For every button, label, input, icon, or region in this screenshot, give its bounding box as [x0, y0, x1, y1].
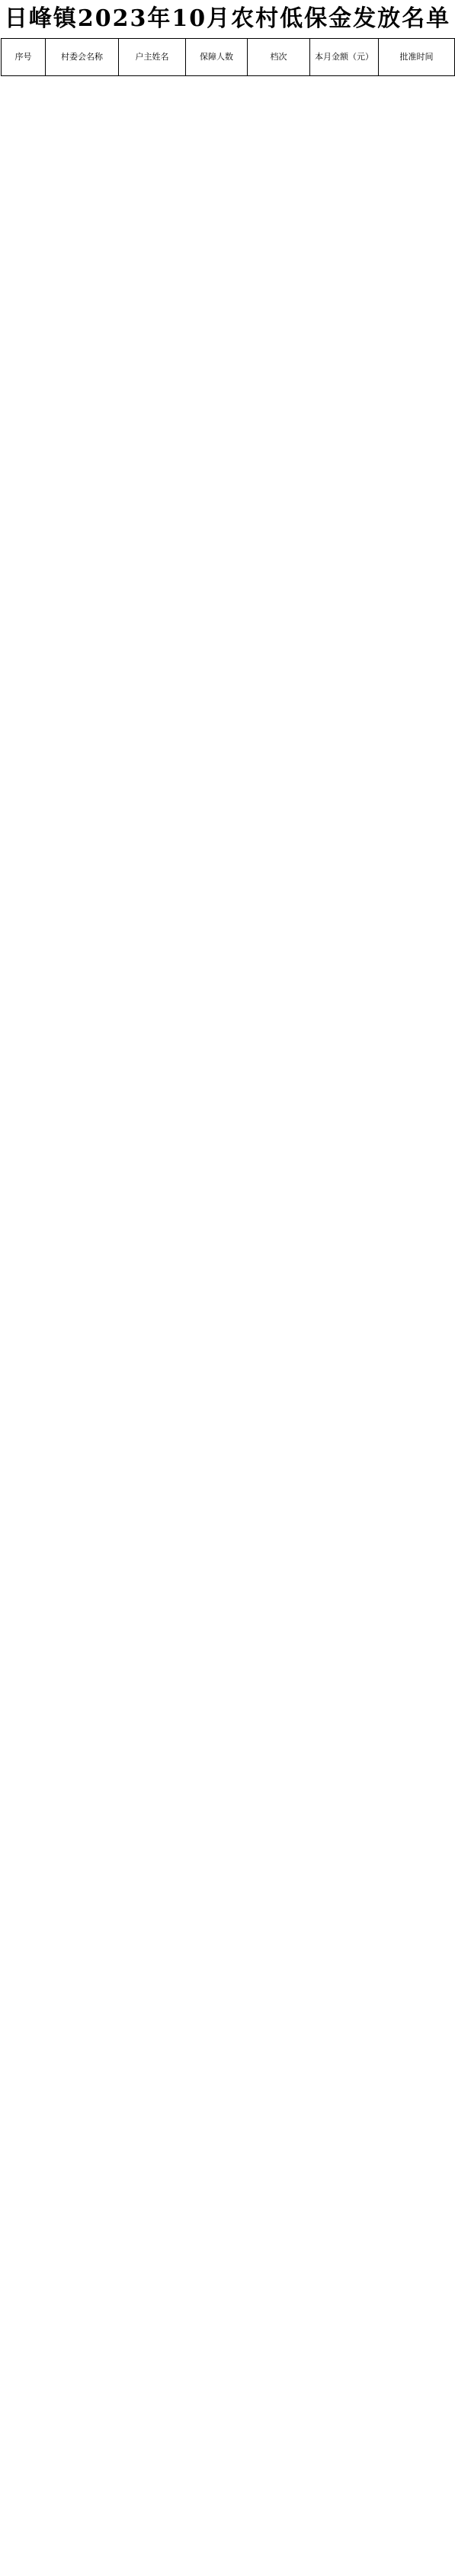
header-index: 序号	[2, 39, 46, 76]
page-title: 日峰镇2023年10月农村低保金发放名单	[4, 5, 451, 32]
header-grade: 档次	[248, 39, 310, 76]
allowance-table	[1, 38, 455, 76]
header-approval-date: 批准时间	[379, 39, 455, 76]
header-household-head: 户主姓名	[119, 39, 186, 76]
header-covered-persons: 保障人数	[186, 39, 248, 76]
table-header-row	[2, 39, 455, 76]
header-amount: 本月金额（元）	[310, 39, 379, 76]
header-village: 村委会名称	[46, 39, 119, 76]
